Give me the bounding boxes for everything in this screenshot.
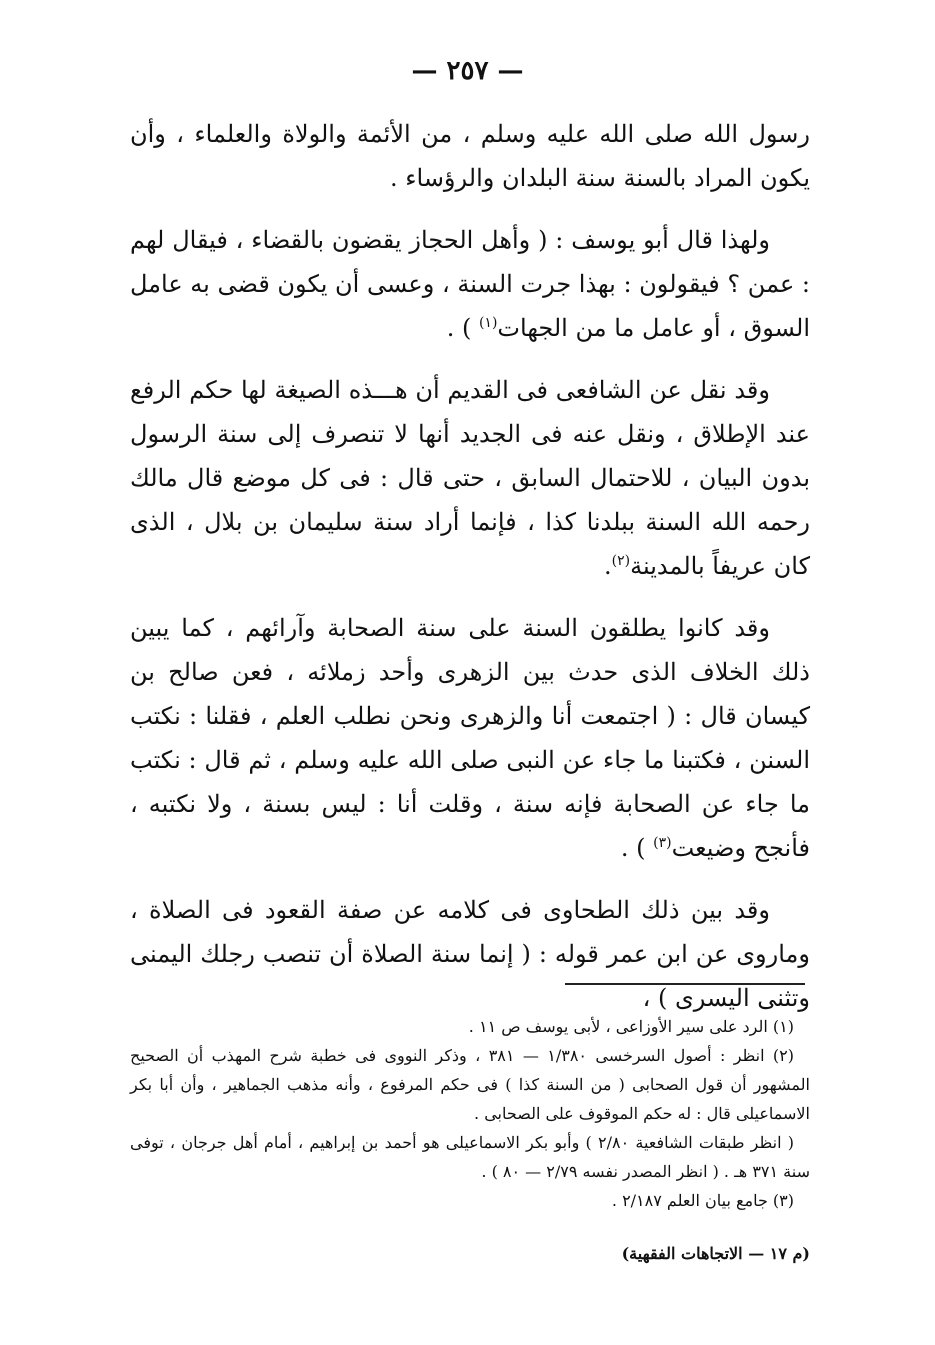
footnote-2-continued: ( انظر طبقات الشافعية ٢/٨٠ ) وأبو بكر الاسماعيلى هو أحمد بن إبراهيم ، أمام أهل جرجان ، توفى سنة ٣٧١ هـ . ( انظر المصدر نفسه ٢/٧٩ — ٨٠ ) . (130, 1133, 810, 1181)
footnote-divider (565, 983, 805, 985)
paragraph-1 (130, 112, 810, 200)
paragraph-text: وقد نقل عن الشافعى فى القديم أن هـــذه الصيغة لها حكم الرفع عند الإطلاق ، ونقل عنه فى الجديد أنها لا تنصرف إلى سنة الرسول بدون البيان ، للاحتمال السابق ، حتى قال : فى كل موضع قال مالك رحمه الله السنة ببلدنا كذا ، فإنما أراد سنة سليمان بن بلال ، الذى كان عريفاً بالمدينة (130, 376, 810, 580)
footnote-ref: (٢) (611, 553, 631, 569)
paragraph-tail: ) . (620, 834, 654, 862)
paragraph-text: ولهذا قال أبو يوسف : ( وأهل الحجاز يقضون بالقضاء ، فيقال لهم : عمن ؟ فيقولون : بهذا جرت السنة ، وعسى أن يكون قضى به عامل السوق ، أو عامل ما من الجهات (130, 226, 810, 342)
paragraph-tail: ) . (446, 314, 479, 342)
paragraph-2 (130, 218, 810, 350)
paragraph-text: وقد بين ذلك الطحاوى فى كلامه عن صفة القعود فى الصلاة ، وماروى عن ابن عمر قوله : ( إنما سنة الصلاة أن تنصب رجلك اليمنى وتثنى اليسرى ) ، (130, 896, 810, 1012)
footnote-1: (١) الرد على سير الأوزاعى ، لأبى يوسف ص ١١ . (468, 1017, 794, 1036)
footnote-ref: (٣) (653, 835, 672, 851)
paragraph-5 (130, 888, 810, 1020)
signature-footer: (م ١٧ — الاتجاهات الفقهية) (621, 1244, 810, 1263)
paragraph-text: وقد كانوا يطلقون السنة على سنة الصحابة وآرائهم ، كما يبين ذلك الخلاف الذى حدث بين الزهرى وأحد زملائه ، فعن صالح بن كيسان قال : ( اجتمعت أنا والزهرى ونحن نطلب العلم ، فقلنا : نكتب السنن ، فكتبنا ما جاء عن النبى صلى الله عليه وسلم ، ثم قال : نكتب ما جاء عن الصحابة فإنه سنة ، وقلت أنا : ليس بسنة ، ولا نكتبه ، فأنجح وضيعت (130, 614, 810, 862)
paragraph-text: رسول الله صلى الله عليه وسلم ، من الأئمة والولاة والعلماء ، وأن يكون المراد بالسنة سنة البلدان والرؤساء . (130, 120, 810, 192)
footnote-ref: (١) (478, 315, 498, 331)
footnote-2: (٢) انظر : أصول السرخسى ١/٣٨٠ — ٣٨١ ، وذكر النووى فى خطبة شرح المهذب أن الصحيح المشهور أن قول الصحابى ( من السنة كذا ) فى حكم المرفوع ، وأنه مذهب الجماهير ، وأن أبا بكر الاسماعيلى قال : له حكم الموقوف على الصحابى . (130, 1046, 810, 1123)
paragraph-4 (130, 606, 810, 870)
page-number: — ٢٥٧ — (411, 56, 524, 86)
footnote-3: (٣) جامع بيان العلم ٢/١٨٧ . (611, 1191, 794, 1210)
footnotes (130, 1012, 810, 1215)
paragraph-3 (130, 368, 810, 588)
main-text (130, 112, 810, 1038)
paragraph-tail: . (604, 552, 612, 580)
